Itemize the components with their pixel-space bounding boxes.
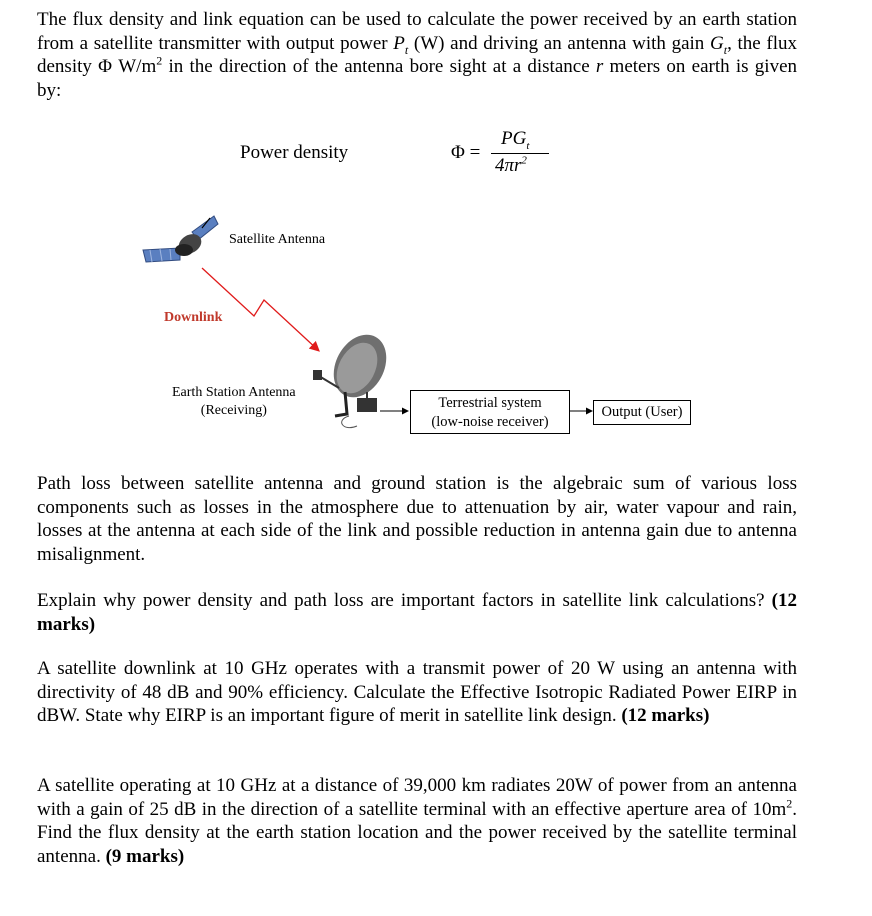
intro-text-5: meters on earth is given by: — [37, 56, 797, 101]
terrestrial-line-2: (low-noise receiver) — [431, 414, 549, 430]
formula-numerator — [501, 128, 529, 150]
question-1-text: Explain why power density and path loss are important factors in satellite link calculations? — [37, 590, 772, 611]
question-2-marks: (12 marks) — [621, 705, 710, 726]
question-2 — [37, 657, 797, 728]
fraction-bar — [491, 153, 549, 154]
question-1-marks: (12 marks) — [37, 590, 797, 635]
intro-sup: 2 — [156, 53, 163, 68]
output-user-box — [593, 400, 691, 425]
output-user-label: Output (User) — [601, 404, 683, 420]
intro-text-1: The flux density and link equation can be used to calculate the power received by an earth station from a satellite transmitter with output power — [37, 9, 797, 54]
r-symbol: r — [595, 56, 604, 77]
intro-text-4: in the direction of the antenna bore sight at a distance — [162, 56, 596, 77]
formula-num-sub: t — [526, 139, 530, 152]
path-loss-paragraph: Path loss between satellite antenna and ground station is the algebraic sum of various loss components such as losses in the atmosphere due to attenuation by air, water vapour and rain, losses at the antenna at each side of the link and possible reduction in antenna gain due to antenna misalignment. — [37, 473, 797, 565]
earth-station-label-2: (Receiving) — [200, 403, 267, 418]
formula-num-text: PG — [501, 128, 527, 149]
pt-subscript: t — [404, 42, 409, 57]
formula-lhs: Φ = — [451, 142, 481, 163]
question-3 — [37, 774, 797, 868]
question-3-text-a: A satellite operating at 10 GHz at a distance of 39,000 km radiates 20W of power from an antenna with a gain of 25 dB in the direction of a satellite terminal with an effective aperture area of 10m — [37, 775, 797, 820]
intro-text-3: , the flux density Φ W/m — [37, 32, 797, 77]
formula-denominator — [495, 155, 527, 177]
intro-text-2: (W) and driving an antenna with gain — [408, 32, 710, 54]
terrestrial-system-box — [410, 390, 570, 434]
terrestrial-line-1: Terrestrial system — [438, 395, 542, 411]
downlink-label: Downlink — [164, 310, 223, 325]
gt-symbol: G — [709, 32, 724, 54]
earth-station-label — [172, 385, 296, 419]
formula-den-sup: 2 — [521, 154, 527, 167]
question-2-text: A satellite downlink at 10 GHz operates with a transmit power of 20 W using an antenna with directivity of 48 dB and 90% efficiency. Calculate the Effective Isotropic Radiated Power EIRP in dBW. State why EIRP is an important figure of merit in satellite link design. — [37, 658, 797, 726]
pt-symbol: P — [393, 32, 405, 54]
gt-subscript: t — [723, 42, 728, 57]
question-3-marks: (9 marks) — [105, 845, 185, 867]
question-1 — [37, 589, 797, 636]
question-3-text-b: . Find the flux density at the earth station location and the power received by the satellite terminal antenna. — [37, 798, 797, 867]
earth-station-label-1: Earth Station Antenna — [172, 385, 296, 400]
satellite-antenna-label: Satellite Antenna — [229, 232, 326, 247]
question-3-sup: 2 — [786, 796, 793, 811]
power-density-label: Power density — [240, 142, 349, 163]
flux-formula — [451, 128, 561, 184]
formula-den-text: 4πr — [495, 155, 522, 176]
